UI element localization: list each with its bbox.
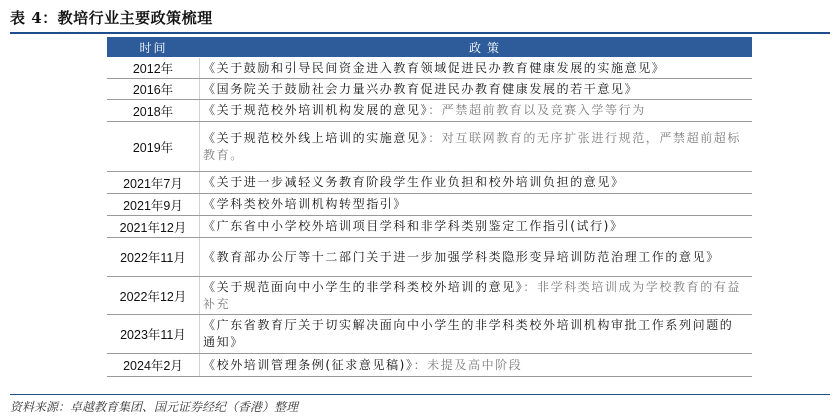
table-row <box>107 315 752 354</box>
row-year: 2021年7月 <box>107 172 200 193</box>
table-row <box>107 79 752 100</box>
row-year: 2016年 <box>107 79 200 99</box>
row-policy <box>200 238 752 276</box>
policy-note: ：未提及高中阶段 <box>413 357 523 372</box>
row-policy <box>200 194 752 215</box>
table-row <box>107 122 752 172</box>
policy-document: 《学科类校外培训机构转型指引》 <box>203 197 408 211</box>
policy-document: 《广东省教育厅关于切实解决面向中小学生的非学科类校外培训机构审批工作系列问题的通知》 <box>203 318 734 349</box>
policy-document: 《关于鼓励和引导民间资金进入教育领域促进民办教育健康发展的实施意见》 <box>203 60 666 75</box>
row-policy <box>200 79 752 99</box>
row-policy <box>200 58 752 78</box>
table-row <box>107 277 752 315</box>
policy-document: 《国务院关于鼓励社会力量兴办教育促进民办教育健康发展的若干意见》 <box>203 81 639 96</box>
policy-note: ：非学科类培训成为学校教育的有益补充 <box>203 279 742 311</box>
row-policy <box>200 277 752 314</box>
row-year: 2018年 <box>107 100 200 121</box>
row-year: 2021年9月 <box>107 194 200 215</box>
title-rule <box>10 32 830 34</box>
table-row <box>107 172 752 194</box>
table-header <box>107 37 752 57</box>
row-year: 2022年11月 <box>107 238 200 276</box>
policy-note: ：对互联网教育的无序扩张进行规范，严禁超前超标教育。 <box>203 130 742 162</box>
table-row <box>107 100 752 122</box>
policy-note: ：严禁超前教育以及竞赛入学等行为 <box>428 103 646 117</box>
row-year: 2023年11月 <box>107 315 200 353</box>
policy-document: 《教育部办公厅等十二部门关于进一步加强学科类隐形变异培训防范治理工作的意见》 <box>203 249 720 264</box>
row-policy <box>200 172 752 193</box>
policy-document: 《关于规范校外培训机构发展的意见》 <box>203 103 429 117</box>
source-note: 资料来源：卓越教育集团、国元证券经纪（香港）整理 <box>10 400 299 414</box>
table-title: 表 4：教培行业主要政策梳理 <box>10 9 213 27</box>
table-row <box>107 354 752 377</box>
policy-document: 《关于规范校外线上培训的实施意见》 <box>203 130 429 145</box>
header-policy: 政策 <box>468 40 505 55</box>
header-year: 时间 <box>139 40 168 55</box>
table-row <box>107 194 752 216</box>
row-policy <box>200 216 752 237</box>
row-year: 2012年 <box>107 58 200 78</box>
row-policy <box>200 315 752 353</box>
policy-table <box>107 37 752 377</box>
row-year: 2021年12月 <box>107 216 200 237</box>
policy-document: 《校外培训管理条例(征求意见稿)》 <box>203 357 414 372</box>
table-row <box>107 216 752 238</box>
row-policy <box>200 100 752 121</box>
policy-document: 《关于规范面向中小学生的非学科类校外培训的意见》 <box>203 279 524 294</box>
source-rule <box>10 394 830 395</box>
table-row <box>107 238 752 277</box>
row-year: 2019年 <box>107 122 200 171</box>
row-policy <box>200 122 752 171</box>
row-year: 2022年12月 <box>107 277 200 314</box>
table-row <box>107 58 752 79</box>
row-policy <box>200 354 752 376</box>
policy-document: 《广东省中小学校外培训项目学科和非学科类别鉴定工作指引(试行)》 <box>203 219 624 233</box>
row-year: 2024年2月 <box>107 354 200 376</box>
policy-document: 《关于进一步减轻义务教育阶段学生作业负担和校外培训负担的意见》 <box>203 175 625 189</box>
